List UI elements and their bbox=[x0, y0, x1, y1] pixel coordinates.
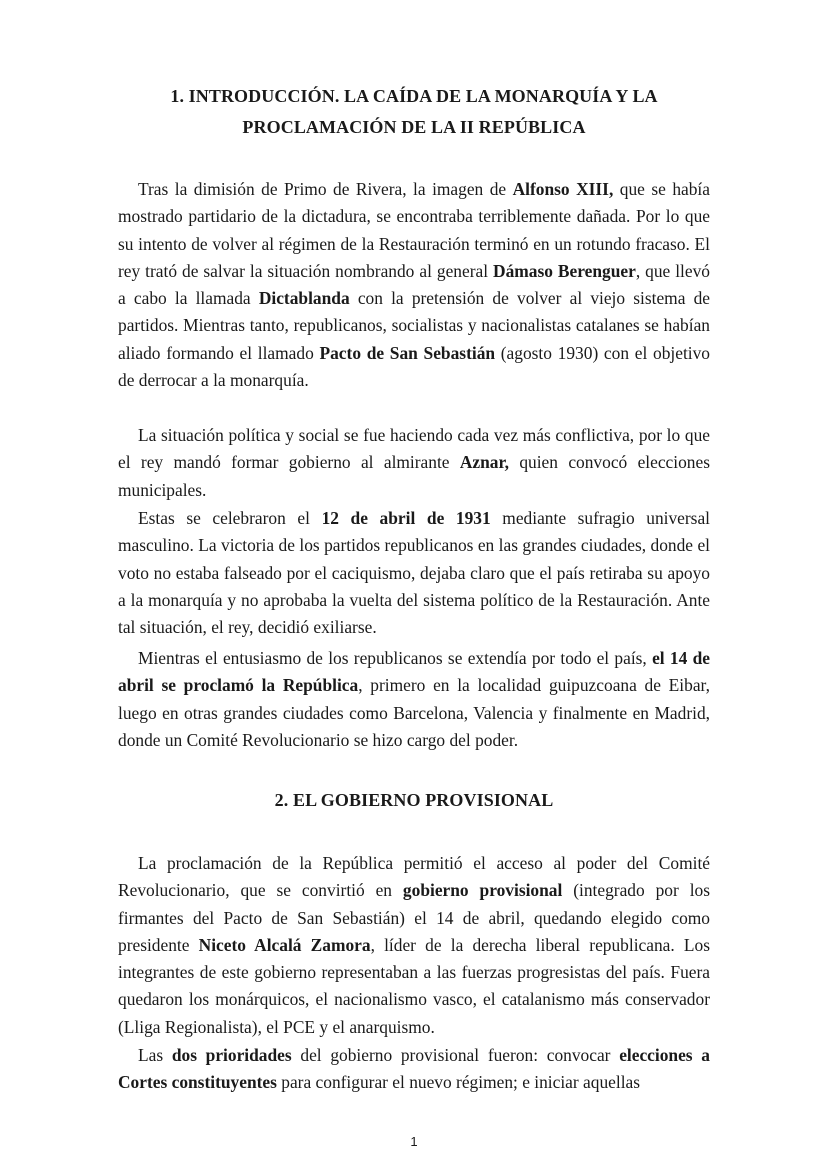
paragraph-intro: Tras la dimisión de Primo de Rivera, la imagen de Alfonso XIII, que se había mostrado partidario de la dictadura, se encontraba terriblemente dañada. Por lo que su intento de volver al régimen de la Restauración terminó en un rotundo fracaso. El rey trató de salvar la situación nombrando al general Dámaso Berenguer, que llevó a cabo la llamada Dictablanda con la pretensión de volver al viejo sistema de partidos. Mientras tanto, republicanos, socialistas y nacionalistas catalanes se habían aliado formando el llamado Pacto de San Sebastián (agosto 1930) con el objetivo de derrocar a la monarquía. bbox=[118, 179, 710, 391]
page-number: 1 bbox=[410, 1134, 418, 1149]
section-1-title-line-1: 1. INTRODUCCIÓN. LA CAÍDA DE LA MONARQUÍA Y LA bbox=[170, 86, 658, 106]
paragraph-priorities: Las dos prioridades del gobierno provisional fueron: convocar elecciones a Cortes constituyentes para configurar el nuevo régimen; e iniciar aquellas bbox=[118, 1045, 710, 1093]
bold-election-date: 12 de abril de 1931 bbox=[321, 508, 491, 528]
paragraph-elections: Estas se celebraron el 12 de abril de 1931 mediante sufragio universal masculino. La victoria de los partidos republicanos en las grandes ciudades, donde el voto no estaba falseado por el caciquismo, dejaba claro que el país retiraba su apoyo a la monarquía y no aprobaba la vuelta del sistema político de la Restauración. Ante tal situación, el rey, decidió exiliarse. bbox=[118, 508, 711, 638]
paragraph-provisional-government: La proclamación de la República permitió el acceso al poder del Comité Revolucionario, que se convirtió en gobierno provisional (integrado por los firmantes del Pacto de San Sebastián) el 14 de abril, quedando elegido como presidente Niceto Alcalá Zamora, líder de la derecha liberal republicana. Los integrantes de este gobierno representaban a las fuerzas progresistas del país. Fuera quedaron los monárquicos, el nacionalismo vasco, el catalanismo más conservador (Lliga Regionalista), el PCE y el anarquismo. bbox=[118, 853, 710, 1037]
bold-elecciones-cortes: elecciones a Cortes constituyentes bbox=[118, 1045, 710, 1093]
bold-gobierno-provisional: gobierno provisional bbox=[402, 880, 563, 901]
paragraph-proclamation: Mientras el entusiasmo de los republicanos se extendía por todo el país, el 14 de abril se proclamó la República, primero en la localidad guipuzcoana de Eibar, luego en otras grandes ciudades como Barcelona, Valencia y finalmente en Madrid, donde un Comité Revolucionario se hizo cargo del poder. bbox=[118, 648, 710, 750]
bold-niceto-alcala-zamora: Niceto Alcalá Zamora bbox=[198, 934, 371, 955]
bold-damaso-berenguer: Dámaso Berenguer bbox=[493, 260, 636, 281]
bold-proclamation: el 14 de abril se proclamó la República bbox=[118, 648, 710, 696]
bold-alfonso-xiii: Alfonso XIII, bbox=[512, 179, 614, 199]
bold-dos-prioridades: dos prioridades bbox=[171, 1045, 292, 1065]
bold-dictablanda: Dictablanda bbox=[258, 288, 350, 309]
paragraph-aznar: La situación política y social se fue haciendo cada vez más conflictiva, por lo que el rey mandó formar gobierno al almirante Aznar, quien convocó elecciones municipales. bbox=[118, 425, 710, 500]
bold-pacto-san-sebastian: Pacto de San Sebastián bbox=[319, 342, 496, 363]
section-1-title-line-2: PROCLAMACIÓN DE LA II REPÚBLICA bbox=[242, 117, 586, 137]
section-2-title: 2. EL GOBIERNO PROVISIONAL bbox=[274, 790, 554, 810]
bold-aznar: Aznar, bbox=[459, 452, 509, 473]
